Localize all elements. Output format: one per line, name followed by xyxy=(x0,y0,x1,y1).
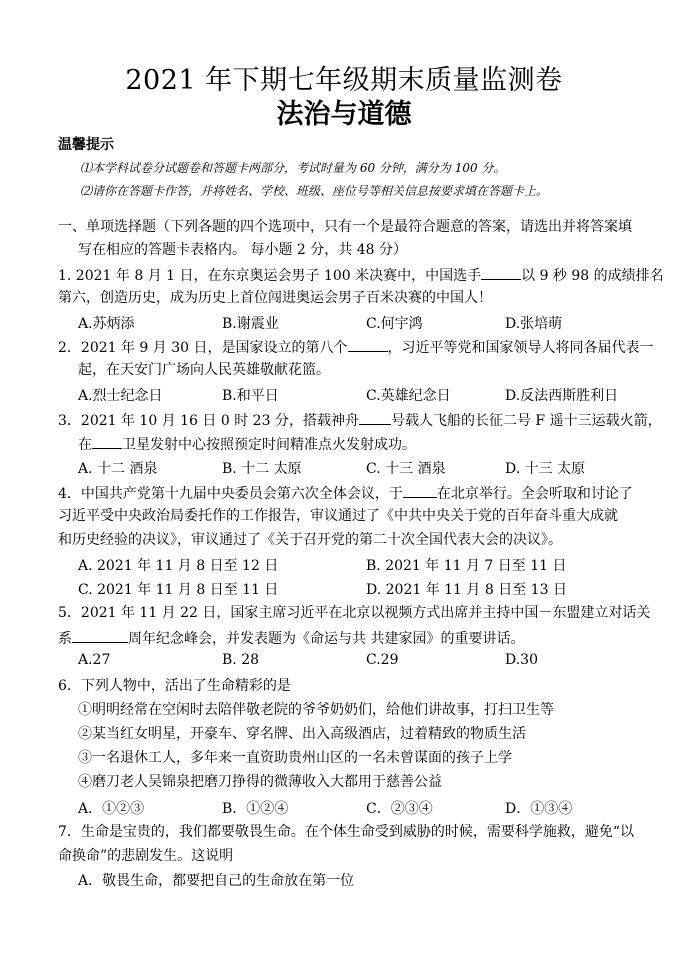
q1-stem-cont: 第六，创造历史，成为历史上首位闯进奥运会男子百米决赛的中国人！ xyxy=(58,290,492,306)
q2-option-d: D.反法西斯胜利日 xyxy=(505,388,619,404)
tips-heading: 温馨提示 xyxy=(58,137,114,153)
q1-stem-part2: 以 9 秒 98 的成绩排名 xyxy=(521,268,664,284)
q6-option-d: D．①③④ xyxy=(505,801,573,817)
q3-option-d: D. 十三 太原 xyxy=(505,461,586,477)
q1-option-b: B.谢震业 xyxy=(222,316,279,332)
q1-option-c: C.何宇鸿 xyxy=(366,316,423,332)
q1-stem xyxy=(58,265,664,285)
q2-option-b: B.和平日 xyxy=(222,388,279,404)
q1-stem-part1: 1. 2021 年 8 月 1 日，在东京奥运会男子 100 米决赛中，中国选手 xyxy=(58,268,482,284)
q4-option-c: C. 2021 年 11 月 8 日至 11 日 xyxy=(78,582,279,598)
q2-stem-part1: 2．2021 年 9 月 30 日，是国家设立的第八个 xyxy=(58,340,348,356)
q4-option-a: A. 2021 年 11 月 8 日至 12 日 xyxy=(78,558,279,574)
q6-option-a: A．①②③ xyxy=(78,801,145,817)
q4-option-b: B. 2021 年 11 月 7 日至 11 日 xyxy=(366,558,567,574)
answer-blank xyxy=(359,410,391,425)
section-heading: 一、单项选择题（下列各题的四个选项中，只有一个是最符合题意的答案，请选出并将答案填 xyxy=(58,219,632,235)
q5-option-b: B. 28 xyxy=(222,652,260,668)
q2-stem-part2: ，习近平等党和国家领导人将同各届代表一 xyxy=(387,340,654,356)
q5-option-d: D.30 xyxy=(505,652,538,668)
q3-stem xyxy=(58,410,662,430)
q3-stem-part2: 号载人飞船的长征二号 F 遥十三运载火箭， xyxy=(390,413,662,429)
q4-option-d: D. 2021 年 11 月 8 日至 13 日 xyxy=(366,582,567,598)
q6-stem: 6．下列人物中，活出了生命精彩的是 xyxy=(58,678,291,694)
answer-blank xyxy=(92,434,122,449)
q7-option-a: A．敬畏生命，都要把自己的生命放在第一位 xyxy=(78,873,355,889)
q7-stem-cont: 命换命”的悲剧发生。这说明 xyxy=(58,848,234,864)
q6-item-2: ②某当红女明星，开豪车、穿名牌、出入高级酒店，过着精致的物质生活 xyxy=(78,726,526,742)
q2-stem-cont: 起，在天安门广场向人民英雄敬献花篮。 xyxy=(78,362,330,378)
q3-stem-part3: 在 xyxy=(78,437,92,453)
answer-blank xyxy=(481,265,521,280)
q3-stem-part4: 卫星发射中心按照预定时间精准点火发射成功。 xyxy=(122,437,416,453)
q5-option-a: A.27 xyxy=(78,652,111,668)
q1-option-a: A.苏炳添 xyxy=(78,316,135,332)
q2-option-a: A.烈士纪念日 xyxy=(78,388,163,404)
q7-stem: 7．生命是宝贵的，我们都要敬畏生命。在个体生命受到威胁的时候，需要科学施救，避免“以 xyxy=(58,824,635,840)
q3-option-c: C. 十三 酒泉 xyxy=(366,461,446,477)
q3-stem-cont xyxy=(78,434,416,454)
q3-option-a: A. 十二 酒泉 xyxy=(78,461,158,477)
q5-option-c: C.29 xyxy=(366,652,399,668)
q4-stem-cont-2: 和历史经验的决议》，审议通过了《关于召开党的第二十次全国代表大会的决议》。 xyxy=(58,532,562,548)
subject-title: 法治与道德 xyxy=(276,99,412,130)
q5-stem-cont xyxy=(58,628,524,648)
answer-blank xyxy=(72,628,128,643)
q6-item-3: ③一名退休工人，多年来一直资助贵州山区的一名未曾谋面的孩子上学 xyxy=(78,750,512,766)
q5-stem: 5．2021 年 11 月 22 日，国家主席习近平在北京以视频方式出席并主持中国－东盟建立对话关 xyxy=(58,605,651,621)
q6-item-4: ④磨刀老人吴锦泉把磨刀挣得的微薄收入大都用于慈善公益 xyxy=(78,774,442,790)
q4-stem-part1: 4．中国共产党第十九届中央委员会第六次全体会议，于 xyxy=(58,486,403,502)
q6-item-1: ①明明经常在空闲时去陪伴敬老院的爷爷奶奶们，给他们讲故事，打扫卫生等 xyxy=(78,702,554,718)
q5-stem-part2: 周年纪念峰会，并发表题为《命运与共 共建家园》的重要讲话。 xyxy=(128,631,525,647)
tip-note-1: ⑴本学科试卷分试题卷和答题卡两部分，考试时量为 60 分钟，满分为 100 分。 xyxy=(80,161,506,175)
answer-blank xyxy=(403,483,437,498)
q2-stem xyxy=(58,337,654,357)
section-heading-cont: 写在相应的答题卡表格内。 每小题 2 分，共 48 分） xyxy=(78,242,407,258)
q6-option-b: B．①②④ xyxy=(222,801,289,817)
tip-note-2: ⑵请你在答题卡作答，并将姓名、学校、班级、座位号等相关信息按要求填在答题卡上。 xyxy=(80,184,549,198)
q4-stem xyxy=(58,483,633,503)
q3-stem-part1: 3．2021 年 10 月 16 日 0 时 23 分，搭载神舟 xyxy=(58,413,359,429)
q6-option-c: C．②③④ xyxy=(366,801,433,817)
q3-option-b: B. 十二 太原 xyxy=(222,461,302,477)
q4-stem-part2: 在北京举行。全会听取和讨论了 xyxy=(436,486,633,502)
q5-stem-part1: 系 xyxy=(58,631,72,647)
answer-blank xyxy=(348,337,388,352)
exam-title: 2021 年下期七年级期末质量监测卷 xyxy=(125,65,563,96)
q2-option-c: C.英雄纪念日 xyxy=(366,388,451,404)
q1-option-d: D.张培萌 xyxy=(505,316,563,332)
q4-stem-cont-1: 习近平受中央政治局委托作的工作报告，审议通过了《中共中央关于党的百年奋斗重大成就 xyxy=(58,508,618,524)
